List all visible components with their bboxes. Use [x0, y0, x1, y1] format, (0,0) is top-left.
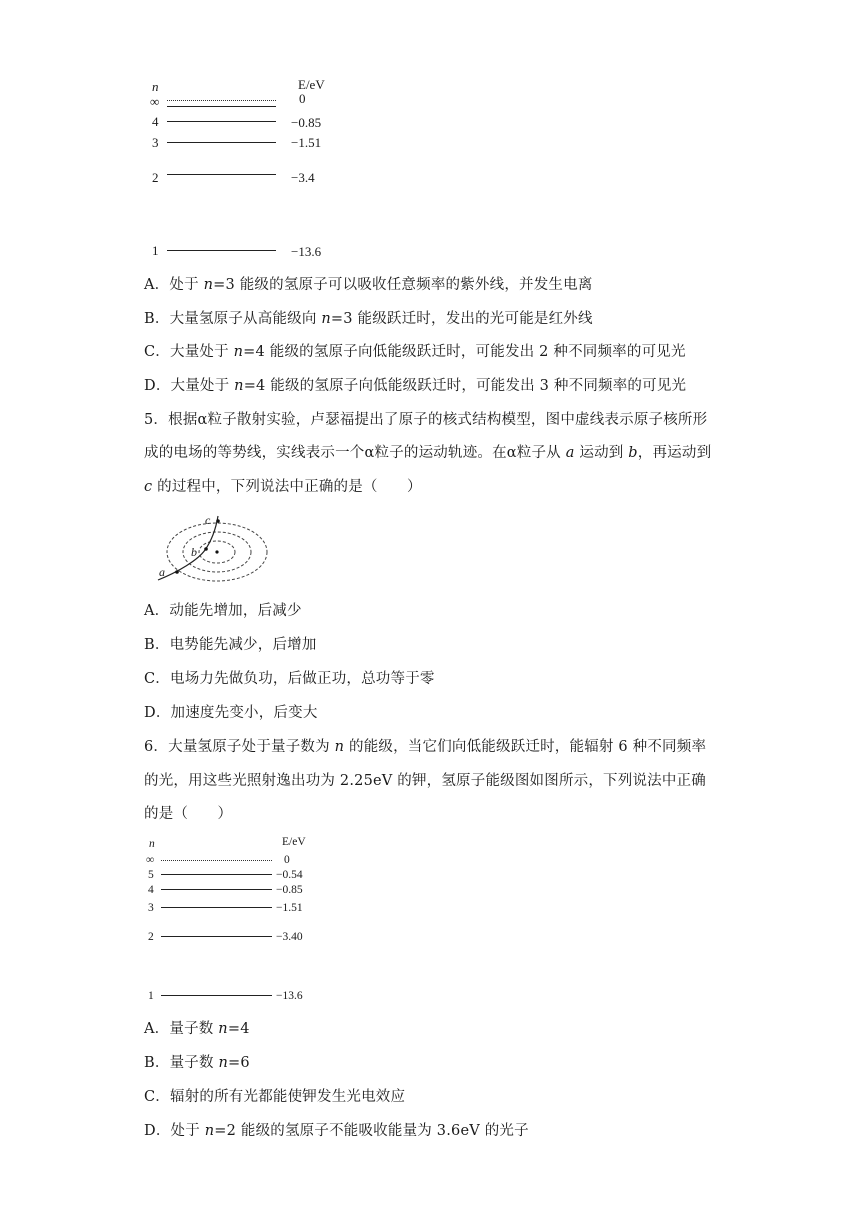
option-c [144, 669, 435, 689]
variable: c [144, 479, 153, 495]
variable: n [233, 344, 244, 360]
option-text: 大量处于 [170, 378, 235, 394]
level-n-label: 1 [152, 243, 159, 258]
option-text: =2 能级的氢原子不能吸收能量为 3.6eV 的光子 [214, 1123, 529, 1139]
energy-axis-label: E/eV [282, 836, 306, 848]
option-d [144, 1121, 529, 1141]
option-text: =3 能级跃迁时，发出的光可能是红外线 [330, 311, 593, 327]
level-energy-label: 0 [284, 854, 290, 866]
level-energy-label: −0.85 [291, 115, 322, 130]
option-text: =4 能级的氢原子向低能级跃迁时，可能发出 2 种不同频率的可见光 [243, 344, 686, 360]
level-n-label: 2 [152, 170, 159, 185]
level-line [161, 907, 272, 908]
option-text: 辐射的所有光都能使钾发生光电效应 [170, 1089, 406, 1105]
level-energy-label: −13.6 [276, 990, 303, 1002]
variable: a [565, 445, 575, 461]
variable: n [203, 277, 214, 293]
option-text: 电势能先减少，后增加 [169, 637, 317, 653]
level-energy-label: 0 [299, 91, 306, 106]
level-n-label: 1 [148, 990, 154, 1002]
level-line [167, 250, 276, 251]
level-line [161, 995, 272, 996]
level-n-label: 5 [148, 869, 154, 881]
level-energy-label: −1.51 [276, 902, 303, 914]
option-b [144, 309, 593, 329]
option-text: 加速度先变小，后变大 [170, 705, 318, 721]
level-line-infinity [167, 100, 276, 101]
level-n-label: 4 [148, 884, 154, 896]
option-label: B． [144, 637, 170, 653]
option-a [144, 601, 302, 621]
n-axis-label: n [152, 79, 159, 94]
level-line [161, 889, 272, 890]
point-a-label: a [159, 565, 165, 579]
variable: n [234, 378, 244, 394]
option-text: 动能先增加，后减少 [169, 603, 302, 619]
option-label: C． [144, 671, 170, 687]
option-label: B． [144, 311, 170, 327]
level-energy-label: −13.6 [291, 244, 322, 259]
option-text: 大量处于 [170, 344, 234, 360]
option-label: A． [144, 277, 170, 293]
level-n-label: ∞ [150, 94, 160, 109]
variable: n [204, 1123, 215, 1139]
point-b-dot [204, 547, 208, 551]
level-n-label: 2 [148, 931, 154, 943]
option-d [144, 376, 686, 396]
option-a [144, 275, 593, 295]
level-line [161, 936, 272, 937]
question-text: c 的过程中，下列说法中正确的是（ ） [144, 479, 422, 495]
question-text: 6．大量氢原子处于量子数为 n 的能级，当它们向低能级跃迁时，能辐射 6 种不同频率 [144, 739, 707, 755]
variable: n [334, 739, 345, 755]
option-text: 大量氢原子从高能级向 [169, 311, 322, 327]
option-text: 量子数 [169, 1021, 219, 1037]
option-b [144, 635, 317, 655]
option-label: D． [144, 1123, 171, 1139]
option-text: 处于 [169, 277, 204, 293]
alpha-scattering-figure [150, 512, 275, 584]
option-label: C． [144, 344, 170, 360]
option-c [144, 342, 686, 362]
variable: n [321, 311, 331, 327]
nucleus-dot [215, 550, 218, 553]
question-text: 5．根据α粒子散射实验，卢瑟福提出了原子的核式结构模型，图中虚线表示原子核所形 [144, 412, 708, 428]
level-line [167, 106, 276, 107]
variable: n [218, 1055, 229, 1071]
level-n-label: 3 [148, 902, 154, 914]
option-text: 处于 [170, 1123, 205, 1139]
option-label: C． [144, 1089, 170, 1105]
point-b-label: b [191, 545, 197, 559]
option-label: B． [144, 1055, 170, 1071]
option-text: =4 能级的氢原子向低能级跃迁时，可能发出 3 种不同频率的可见光 [243, 378, 687, 394]
question-text: 的光，用这些光照射逸出功为 2.25eV 的钾，氢原子能级图如图所示，下列说法中正确 [144, 773, 706, 789]
level-n-label: ∞ [146, 854, 155, 866]
option-text: =6 [228, 1055, 250, 1071]
level-line [167, 174, 276, 175]
level-line-infinity [161, 860, 272, 861]
option-text: 电场力先做负功，后做正功，总功等于零 [170, 671, 435, 687]
option-label: A． [144, 1021, 170, 1037]
level-energy-label: −0.85 [276, 884, 303, 896]
variable: b [628, 445, 638, 461]
option-label: A． [144, 603, 170, 619]
option-label: D． [144, 378, 171, 394]
option-b [144, 1053, 250, 1073]
level-line [167, 121, 276, 122]
n-axis-label: n [149, 838, 155, 850]
level-energy-label: −0.54 [276, 869, 303, 881]
option-c [144, 1087, 405, 1107]
variable: n [218, 1021, 228, 1037]
level-n-label: 4 [152, 114, 159, 129]
level-energy-label: −3.40 [276, 931, 303, 943]
question-text: 成的电场的等势线，实线表示一个α粒子的运动轨迹。在α粒子从 a 运动到 b，再运动到 [144, 445, 712, 461]
option-label: D． [144, 705, 171, 721]
level-line [161, 874, 272, 875]
question-text: 的是（ ） [144, 806, 233, 822]
level-energy-label: −1.51 [291, 135, 322, 150]
energy-axis-label: E/eV [298, 77, 325, 92]
level-n-label: 3 [152, 135, 159, 150]
option-text: =3 能级的氢原子可以吸收任意频率的紫外线，并发生电离 [213, 277, 593, 293]
point-a-dot [175, 570, 179, 574]
level-energy-label: −3.4 [291, 170, 315, 185]
point-c-dot [216, 519, 220, 523]
level-line [167, 142, 276, 143]
option-d [144, 703, 318, 723]
option-text: 量子数 [169, 1055, 219, 1071]
option-text: =4 [227, 1021, 250, 1037]
point-c-label: c [205, 513, 211, 527]
option-a [144, 1019, 250, 1039]
